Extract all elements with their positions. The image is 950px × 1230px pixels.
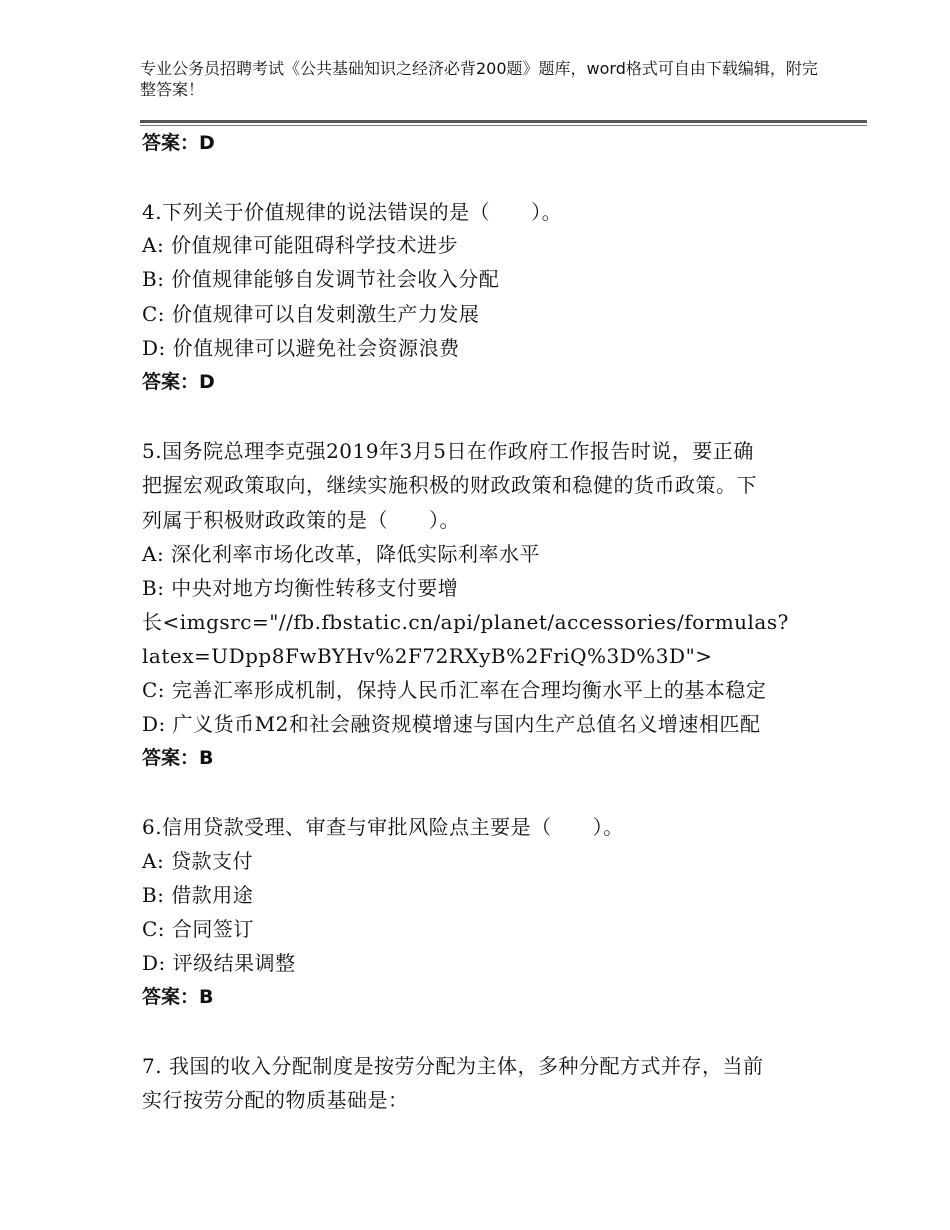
question-6-stem: 6.信用贷款受理、审查与审批风险点主要是（ ）。	[142, 815, 624, 839]
question-5-option-c: C: 完善汇率形成机制，保持人民币汇率在合理均衡水平上的基本稳定	[142, 678, 767, 702]
question-6-option-b: B: 借款用途	[142, 883, 254, 907]
header-divider-thin	[140, 125, 867, 126]
question-5-option-b: B: 中央对地方均衡性转移支付要增	[142, 576, 459, 600]
question-5-answer: 答案：B	[142, 747, 214, 769]
question-6-answer: 答案：B	[142, 986, 214, 1008]
question-5-option-b-cont-1: 长<imgsrc="//fb.fbstatic.cn/api/planet/accessories/formulas?	[142, 610, 789, 634]
question-5-option-d: D: 广义货币M2和社会融资规模增速与国内生产总值名义增速相匹配	[142, 712, 761, 736]
question-4-option-c: C: 价值规律可以自发刺激生产力发展	[142, 302, 480, 326]
question-7-stem-line-1: 7. 我国的收入分配制度是按劳分配为主体，多种分配方式并存，当前	[142, 1054, 764, 1078]
question-4-option-d: D: 价值规律可以避免社会资源浪费	[142, 336, 460, 360]
question-4-answer: 答案：D	[142, 371, 215, 393]
question-5-stem-line-3: 列属于积极财政政策的是（ ）。	[142, 508, 460, 532]
question-5-stem-line-2: 把握宏观政策取向，继续实施积极的财政政策和稳健的货币政策。下	[142, 473, 757, 497]
question-7-stem-line-2: 实行按劳分配的物质基础是：	[142, 1088, 409, 1112]
header-divider	[140, 120, 867, 123]
question-6-option-d: D: 评级结果调整	[142, 951, 296, 975]
page-header: 专业公务员招聘考试《公共基础知识之经济必背200题》题库，word格式可自由下载编辑，附完整答案！	[140, 59, 818, 99]
question-6-option-a: A: 贷款支付	[142, 849, 254, 873]
question-5-stem-line-1: 5.国务院总理李克强2019年3月5日在作政府工作报告时说，要正确	[142, 439, 754, 463]
question-5-option-a: A: 深化利率市场化改革，降低实际利率水平	[142, 542, 541, 566]
question-5-option-b-cont-2: latex=UDpp8FwBYHv%2F72RXyB%2FriQ%3D%3D">	[142, 644, 713, 668]
question-4-option-a: A: 价值规律可能阻碍科学技术进步	[142, 233, 459, 257]
question-4-option-b: B: 价值规律能够自发调节社会收入分配	[142, 267, 500, 291]
question-4-stem: 4.下列关于价值规律的说法错误的是（ ）。	[142, 200, 563, 224]
answer-label: 答案：D	[142, 132, 215, 154]
question-6-option-c: C: 合同签订	[142, 917, 254, 941]
